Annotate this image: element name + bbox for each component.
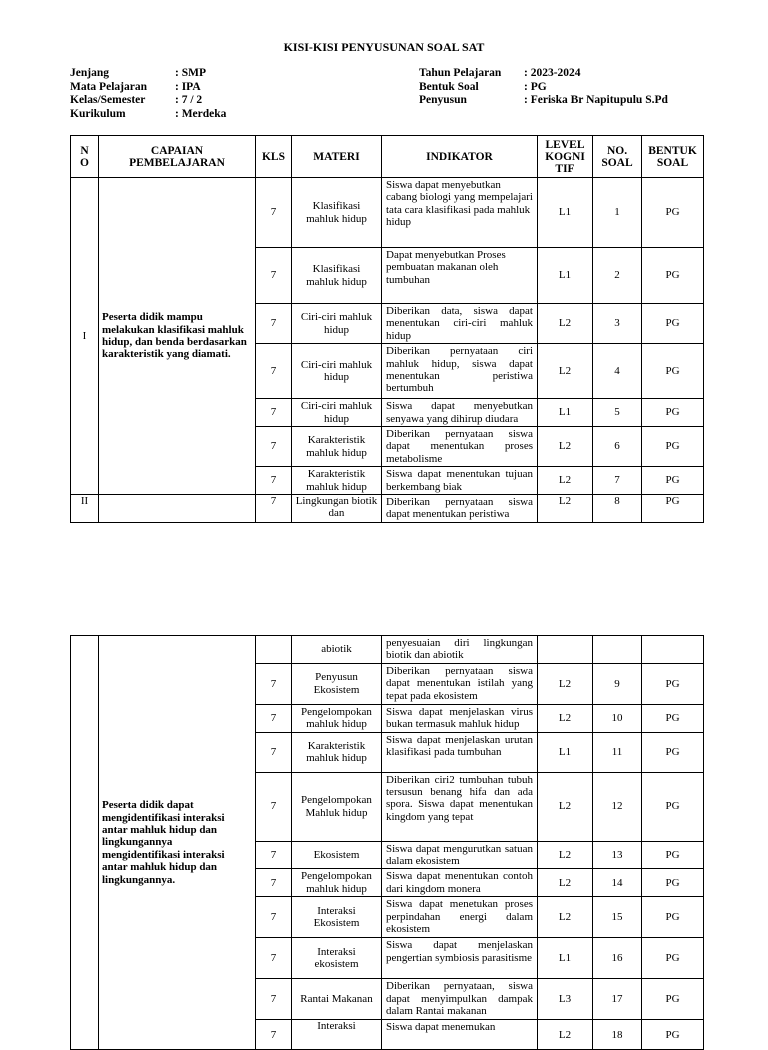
meta-value: : Feriska Br Napitupulu S.Pd: [524, 94, 668, 106]
bentuk-cell: PG: [642, 663, 704, 704]
indikator-cell: Diberikan pernyataan siswa dapat menentukan istilah yang tepat pada ekosistem: [382, 663, 538, 704]
nosoal-cell: 2: [593, 248, 642, 304]
meta-left: [70, 67, 226, 121]
kls-cell: 7: [256, 663, 292, 704]
kls-cell: 7: [256, 1020, 292, 1050]
kls-cell: 7: [256, 399, 292, 427]
table-row: [71, 178, 704, 248]
level-cell: L2: [538, 841, 593, 869]
level-cell: L1: [538, 178, 593, 248]
indikator-cell: Diberikan pernyataan siswa dapat menentukan peristiwa: [382, 495, 538, 523]
nosoal-cell: [593, 636, 642, 664]
kls-cell: 7: [256, 938, 292, 979]
indikator-cell: Siswa dapat menyebutkan cabang biologi yang mempelajari tata cara klasifikasi pada mahluk hidup: [382, 178, 538, 248]
nosoal-cell: 11: [593, 732, 642, 772]
level-cell: L1: [538, 732, 593, 772]
kls-cell: 7: [256, 979, 292, 1020]
kls-cell: 7: [256, 704, 292, 732]
level-cell: L2: [538, 344, 593, 399]
meta-label: Kurikulum: [70, 107, 126, 120]
level-cell: L1: [538, 938, 593, 979]
nosoal-cell: 4: [593, 344, 642, 399]
meta-value: : IPA: [175, 80, 201, 93]
header-nosoal: NO. SOAL: [593, 136, 642, 178]
nosoal-cell: 14: [593, 869, 642, 897]
header-indikator: INDIKATOR: [382, 136, 538, 178]
bentuk-cell: PG: [642, 979, 704, 1020]
header-no: N O: [71, 136, 99, 178]
nosoal-cell: 6: [593, 427, 642, 467]
level-cell: L2: [538, 869, 593, 897]
meta-value: : Merdeka: [175, 107, 227, 120]
indikator-cell: Siswa dapat menjelaskan pengertian symbiosis parasitisme: [382, 938, 538, 979]
kls-cell: 7: [256, 427, 292, 467]
bentuk-cell: PG: [642, 467, 704, 495]
kisi-table-page2: [70, 635, 704, 1050]
meta-label: Mata Pelajaran: [70, 80, 147, 93]
document-title: KISI-KISI PENYUSUNAN SOAL SAT: [283, 40, 485, 54]
indikator-cell: Siswa dapat menemukan: [382, 1020, 538, 1050]
capaian-text: Peserta didik dapat mengidentifikasi interaksi antar mahluk hidup dan lingkungannya mengidentifikasi interaksi antar mahluk hidup dan lingkungannya.: [99, 636, 256, 1050]
kls-cell: 7: [256, 841, 292, 869]
indikator-cell: Siswa dapat menyebutkan senyawa yang dihirup diudara: [382, 399, 538, 427]
nosoal-cell: 5: [593, 399, 642, 427]
bentuk-cell: PG: [642, 938, 704, 979]
level-cell: L1: [538, 399, 593, 427]
meta-label: Bentuk Soal: [419, 80, 479, 93]
kls-cell: 7: [256, 732, 292, 772]
kls-cell: 7: [256, 897, 292, 938]
materi-cell: Lingkungan biotik dan: [292, 495, 382, 523]
kls-cell: 7: [256, 869, 292, 897]
meta-label: Kelas/Semester: [70, 94, 146, 106]
indikator-cell: penyesuaian diri lingkungan biotik dan abiotik: [382, 636, 538, 664]
bentuk-cell: PG: [642, 495, 704, 523]
header-materi: MATERI: [292, 136, 382, 178]
section-number: II: [71, 495, 99, 523]
indikator-cell: Siswa dapat menetukan proses perpindahan energi dalam ekosistem: [382, 897, 538, 938]
kls-cell: 7: [256, 178, 292, 248]
materi-cell: Ekosistem: [292, 841, 382, 869]
table-row: [71, 636, 704, 664]
header-capaian: CAPAIAN PEMBELAJARAN: [99, 136, 256, 178]
bentuk-cell: PG: [642, 897, 704, 938]
nosoal-cell: 1: [593, 178, 642, 248]
level-cell: L2: [538, 704, 593, 732]
nosoal-cell: 12: [593, 772, 642, 841]
nosoal-cell: 9: [593, 663, 642, 704]
level-cell: L3: [538, 979, 593, 1020]
level-cell: L2: [538, 772, 593, 841]
meta-value: : SMP: [175, 67, 206, 79]
bentuk-cell: PG: [642, 841, 704, 869]
bentuk-cell: PG: [642, 732, 704, 772]
materi-cell: Pengelompokan mahluk hidup: [292, 869, 382, 897]
nosoal-cell: 16: [593, 938, 642, 979]
materi-cell: Interaksi: [292, 1020, 382, 1050]
materi-cell: Pengelompokan Mahluk hidup: [292, 772, 382, 841]
meta-row-mapel: [70, 81, 226, 95]
level-cell: L2: [538, 427, 593, 467]
nosoal-cell: 15: [593, 897, 642, 938]
header-level: LEVEL KOGNI TIF: [538, 136, 593, 178]
level-cell: L2: [538, 897, 593, 938]
kls-cell: 7: [256, 772, 292, 841]
indikator-cell: Siswa dapat mengurutkan satuan dalam ekosistem: [382, 841, 538, 869]
materi-cell: Interaksi ekosistem: [292, 938, 382, 979]
indikator-cell: Siswa dapat menjelaskan urutan klasifikasi pada tumbuhan: [382, 732, 538, 772]
nosoal-cell: 8: [593, 495, 642, 523]
materi-cell: Interaksi Ekosistem: [292, 897, 382, 938]
meta-row-kurikulum: [70, 108, 226, 122]
section-number: [71, 636, 99, 1050]
header-kls: KLS: [256, 136, 292, 178]
meta-row-penyusun: [419, 94, 668, 108]
table-header-row: [71, 136, 704, 178]
bentuk-cell: PG: [642, 704, 704, 732]
meta-row-kelas: [70, 94, 226, 108]
meta-row-bentuk: [419, 81, 668, 95]
indikator-cell: Dapat menyebutkan Proses pembuatan makanan oleh tumbuhan: [382, 248, 538, 304]
meta-right: [419, 67, 668, 108]
section-number: I: [71, 178, 99, 495]
nosoal-cell: 13: [593, 841, 642, 869]
materi-cell: Klasifikasi mahluk hidup: [292, 248, 382, 304]
nosoal-cell: 7: [593, 467, 642, 495]
materi-cell: Karakteristik mahluk hidup: [292, 732, 382, 772]
bentuk-cell: PG: [642, 248, 704, 304]
level-cell: L2: [538, 467, 593, 495]
materi-cell: Ciri-ciri mahluk hidup: [292, 304, 382, 344]
indikator-cell: Diberikan pernyataan ciri mahluk hidup, siswa dapat menentukan peristiwa bertumbuh: [382, 344, 538, 399]
meta-row-jenjang: [70, 67, 226, 81]
materi-cell: Klasifikasi mahluk hidup: [292, 178, 382, 248]
materi-cell: Penyusun Ekosistem: [292, 663, 382, 704]
materi-cell: Rantai Makanan: [292, 979, 382, 1020]
level-cell: [538, 636, 593, 664]
indikator-cell: Siswa dapat menentukan tujuan berkembang biak: [382, 467, 538, 495]
indikator-cell: Diberikan data, siswa dapat menentukan ciri-ciri mahluk hidup: [382, 304, 538, 344]
indikator-cell: Diberikan ciri2 tumbuhan tubuh tersusun benang hifa dan ada spora. Siswa dapat menentukan kingdom yang tepat: [382, 772, 538, 841]
nosoal-cell: 3: [593, 304, 642, 344]
indikator-cell: Diberikan pernyataan, siswa dapat menyimpulkan dampak dalam Rantai makanan: [382, 979, 538, 1020]
indikator-cell: Siswa dapat menentukan contoh dari kingdom monera: [382, 869, 538, 897]
level-cell: L2: [538, 1020, 593, 1050]
meta-label: Tahun Pelajaran: [419, 67, 502, 79]
kls-cell: 7: [256, 304, 292, 344]
bentuk-cell: PG: [642, 1020, 704, 1050]
indikator-cell: Siswa dapat menjelaskan virus bukan termasuk mahluk hidup: [382, 704, 538, 732]
bentuk-cell: PG: [642, 344, 704, 399]
meta-label: Penyusun: [419, 94, 467, 106]
bentuk-cell: [642, 636, 704, 664]
nosoal-cell: 17: [593, 979, 642, 1020]
materi-cell: Pengelompokan mahluk hidup: [292, 704, 382, 732]
header-bentuk: BENTUK SOAL: [642, 136, 704, 178]
meta-value: : 2023-2024: [524, 67, 581, 79]
meta-row-tahun: [419, 67, 668, 81]
kls-cell: 7: [256, 344, 292, 399]
bentuk-cell: PG: [642, 399, 704, 427]
level-cell: L1: [538, 248, 593, 304]
materi-cell: Karakteristik mahluk hidup: [292, 427, 382, 467]
kls-cell: 7: [256, 495, 292, 523]
materi-cell: Ciri-ciri mahluk hidup: [292, 344, 382, 399]
bentuk-cell: PG: [642, 178, 704, 248]
materi-cell: Ciri-ciri mahluk hidup: [292, 399, 382, 427]
nosoal-cell: 18: [593, 1020, 642, 1050]
kisi-table-page1: [70, 135, 704, 523]
bentuk-cell: PG: [642, 427, 704, 467]
nosoal-cell: 10: [593, 704, 642, 732]
materi-cell: abiotik: [292, 636, 382, 664]
indikator-cell: Diberikan pernyataan siswa dapat menentukan proses metabolisme: [382, 427, 538, 467]
meta-label: Jenjang: [70, 67, 109, 79]
meta-value: : PG: [524, 80, 547, 93]
level-cell: L2: [538, 495, 593, 523]
kls-cell: [256, 636, 292, 664]
meta-value: : 7 / 2: [175, 94, 203, 106]
kls-cell: 7: [256, 467, 292, 495]
capaian-text: Peserta didik mampu melakukan klasifikasi mahluk hidup, dan benda berdasarkan karakteristik yang diamati.: [99, 178, 256, 495]
level-cell: L2: [538, 304, 593, 344]
bentuk-cell: PG: [642, 772, 704, 841]
materi-cell: Karakteristik mahluk hidup: [292, 467, 382, 495]
bentuk-cell: PG: [642, 869, 704, 897]
table-row: [71, 495, 704, 523]
level-cell: L2: [538, 663, 593, 704]
bentuk-cell: PG: [642, 304, 704, 344]
capaian-text: [99, 495, 256, 523]
kls-cell: 7: [256, 248, 292, 304]
